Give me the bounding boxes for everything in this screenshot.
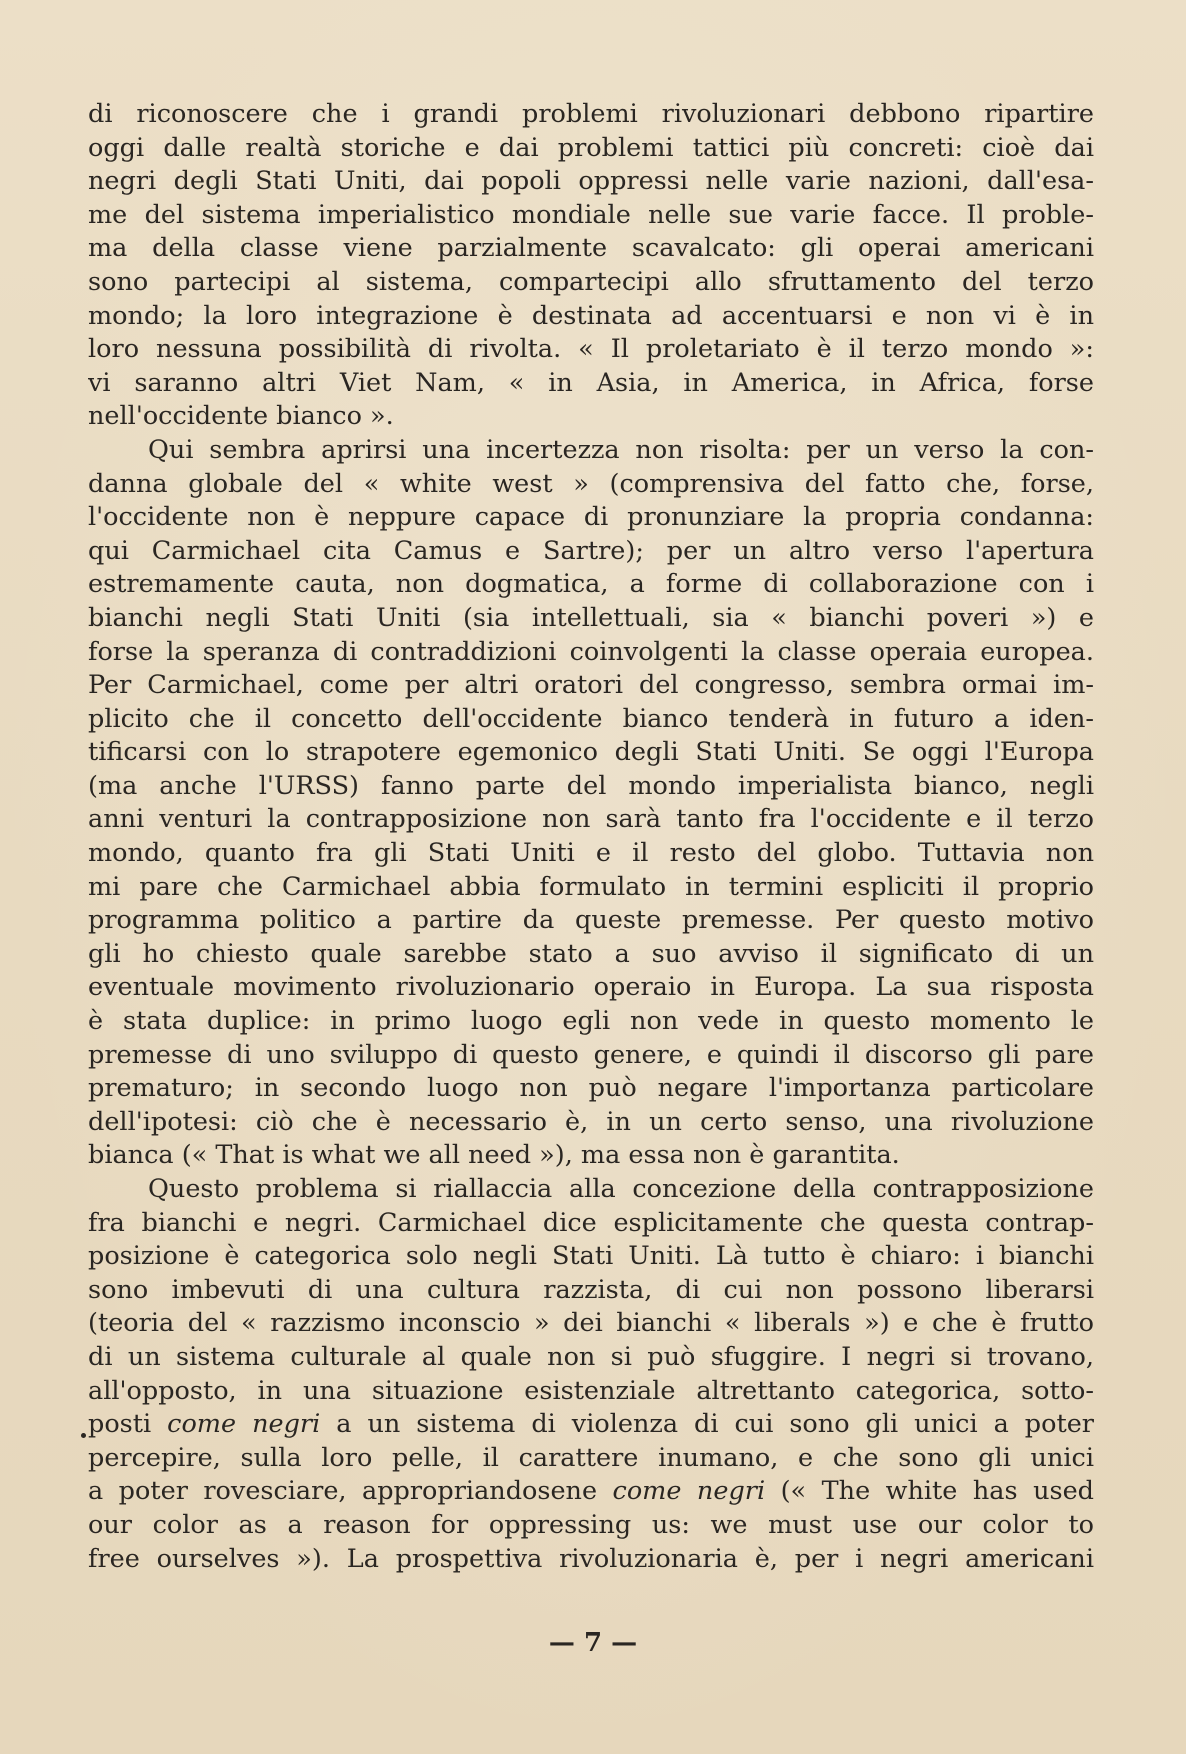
text-line: me del sistema imperialistico mondiale nelle sue varie facce. Il proble-	[88, 199, 1094, 230]
text-line: prematuro; in secondo luogo non può negare l'importanza particolare	[88, 1073, 1094, 1104]
text-line: danna globale del « white west » (comprensiva del fatto che, forse,	[88, 468, 1094, 499]
text-line: vi saranno altri Viet Nam, « in Asia, in America, in Africa, forse	[88, 367, 1094, 398]
text-line: eventuale movimento rivoluzionario operaio in Europa. La sua risposta	[88, 972, 1094, 1003]
text-line: loro nessuna possibilità di rivolta. « Il proletariato è il terzo mondo »:	[88, 334, 1094, 365]
text-line: plicito che il concetto dell'occidente bianco tenderà in futuro a iden-	[88, 703, 1094, 734]
text-line: Questo problema si riallaccia alla concezione della contrapposizione	[148, 1174, 1094, 1204]
text-line: oggi dalle realtà storiche e dai problemi tattici più concreti: cioè dai	[88, 132, 1094, 163]
text-line: (teoria del « razzismo inconscio » dei bianchi « liberals ») e che è frutto	[88, 1308, 1094, 1339]
text-line: Per Carmichael, come per altri oratori del congresso, sembra ormai im-	[88, 670, 1094, 701]
text-line: ma della classe viene parzialmente scavalcato: gli operai americani	[88, 233, 1094, 264]
margin-mark	[81, 1433, 86, 1438]
text-line: anni venturi la contrapposizione non sarà tanto fra l'occidente e il terzo	[88, 804, 1094, 835]
text-line: di un sistema culturale al quale non si può sfuggire. I negri si trovano,	[88, 1341, 1094, 1372]
text-line: gli ho chiesto quale sarebbe stato a suo avviso il significato di un	[88, 938, 1094, 969]
text-line: l'occidente non è neppure capace di pronunziare la propria condanna:	[88, 502, 1094, 533]
text-line: è stata duplice: in primo luogo egli non vede in questo momento le	[88, 1006, 1094, 1037]
italic-text: come negri	[612, 1476, 766, 1507]
text-line: estremamente cauta, non dogmatica, a forme di collaborazione con i	[88, 569, 1094, 600]
text-line: bianchi negli Stati Uniti (sia intellettuali, sia « bianchi poveri ») e	[88, 602, 1094, 633]
text-line: sono imbevuti di una cultura razzista, di cui non possono liberarsi	[88, 1274, 1094, 1305]
text-line: all'opposto, in una situazione esistenziale altrettanto categorica, sotto-	[88, 1375, 1094, 1406]
text-line: premesse di uno sviluppo di questo genere, e quindi il discorso gli pare	[88, 1039, 1094, 1070]
body-text	[88, 98, 1094, 1576]
text-line: our color as a reason for oppressing us: we must use our color to	[88, 1509, 1094, 1540]
text-line: posizione è categorica solo negli Stati Uniti. Là tutto è chiaro: i bianchi	[88, 1241, 1094, 1272]
text-line: forse la speranza di contraddizioni coinvolgenti la classe operaia europea.	[88, 636, 1094, 667]
text-line: mondo; la loro integrazione è destinata ad accentuarsi e non vi è in	[88, 300, 1094, 331]
text-line: mondo, quanto fra gli Stati Uniti e il resto del globo. Tuttavia non	[88, 838, 1094, 869]
page-number: — 7 —	[548, 1628, 638, 1658]
text-line: a poter rovesciare, appropriandosene come negri (« The white has used	[88, 1476, 1094, 1507]
text-line: programma politico a partire da queste premesse. Per questo motivo	[88, 905, 1094, 936]
text-line: nell'occidente bianco ».	[88, 401, 394, 432]
text-line: percepire, sulla loro pelle, il carattere inumano, e che sono gli unici	[88, 1442, 1094, 1473]
text-line: dell'ipotesi: ciò che è necessario è, in un certo senso, una rivoluzione	[88, 1106, 1094, 1137]
text-line: negri degli Stati Uniti, dai popoli oppressi nelle varie nazioni, dall'esa-	[88, 166, 1094, 197]
text-line: di riconoscere che i grandi problemi rivoluzionari debbono ripartire	[88, 99, 1094, 129]
text-line: free ourselves »). La prospettiva rivoluzionaria è, per i negri americani	[88, 1543, 1094, 1574]
italic-text: come negri	[167, 1409, 321, 1440]
text-line: bianca (« That is what we all need »), ma essa non è garantita.	[88, 1140, 900, 1171]
text-line: tificarsi con lo strapotere egemonico degli Stati Uniti. Se oggi l'Europa	[88, 737, 1094, 768]
text-line: qui Carmichael cita Camus e Sartre); per un altro verso l'apertura	[88, 535, 1094, 566]
text-line: mi pare che Carmichael abbia formulato in termini espliciti il proprio	[88, 871, 1094, 902]
text-line: fra bianchi e negri. Carmichael dice esplicitamente che questa contrap-	[88, 1207, 1094, 1238]
text-line: Qui sembra aprirsi una incertezza non risolta: per un verso la con-	[148, 434, 1094, 465]
text-line: (ma anche l'URSS) fanno parte del mondo imperialista bianco, negli	[88, 770, 1094, 801]
text-line: posti come negri a un sistema di violenza di cui sono gli unici a poter	[88, 1409, 1094, 1440]
text-line: sono partecipi al sistema, compartecipi allo sfruttamento del terzo	[88, 266, 1094, 297]
